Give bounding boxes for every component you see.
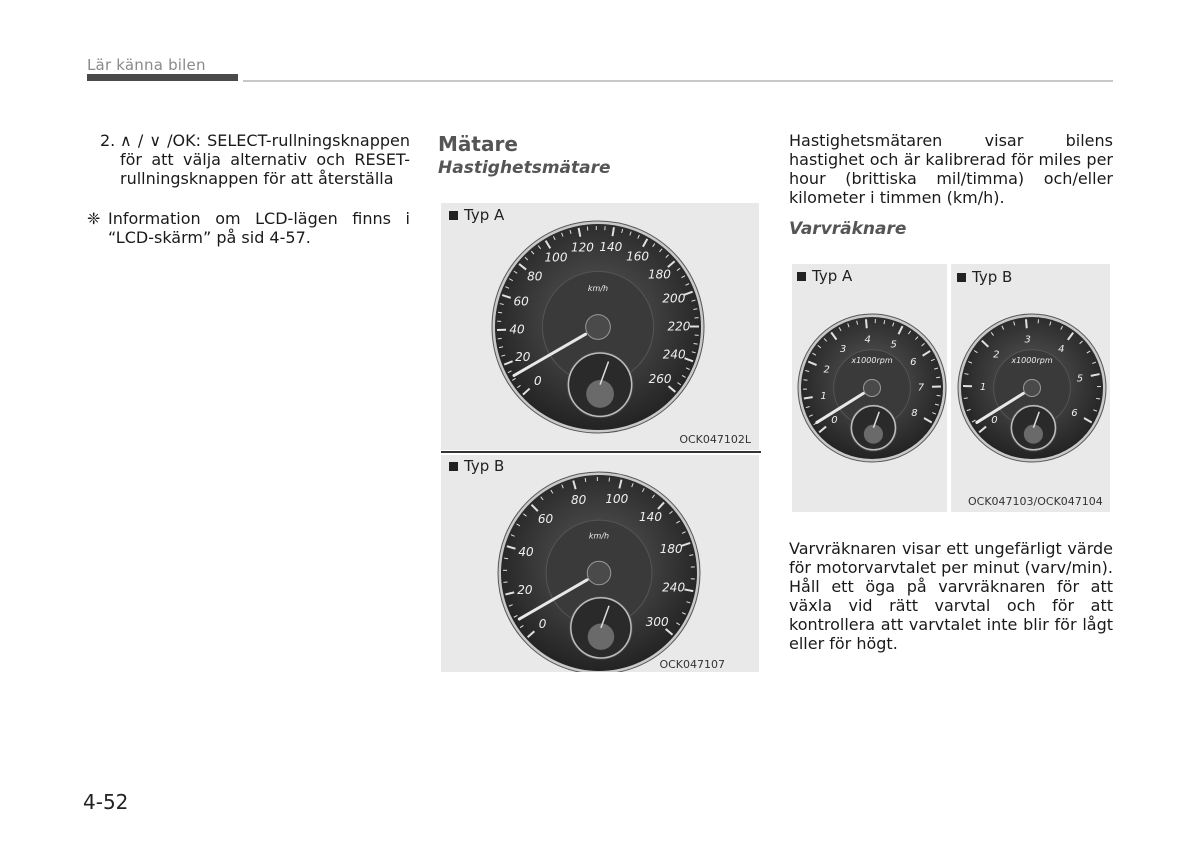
gauge-tick-label: 80 (570, 492, 587, 507)
gauge-tick-label: 1 (820, 390, 827, 402)
list-item-text: ∧ / ∨ /OK: SELECT-rullningsknappen för att välja alternativ och RESET-rullningsknappen för att återställa (120, 131, 410, 188)
panel-divider (441, 451, 761, 453)
gauge-tick-label: 0 (991, 414, 998, 426)
gauge-tick (498, 312, 502, 313)
list-item-2 (100, 131, 410, 188)
gauge-tick-label: 180 (659, 542, 683, 557)
gauge-unit-label: x1000rpm (851, 356, 893, 366)
note-symbol-icon: ❈ (87, 209, 101, 228)
gauge-tick-label: 80 (527, 269, 543, 284)
gauge-tick-label: 160 (626, 249, 650, 264)
note-text: Information om LCD-lägen finns i “LCD-skärm” på sid 4-57. (108, 209, 410, 247)
figure-code-a: OCK047102L (679, 433, 751, 446)
speedometer-b-graphic (441, 455, 759, 672)
gauge-tick-label: 1 (979, 381, 987, 393)
gauge-tick-label: 140 (599, 240, 623, 255)
tachometer-graphic (792, 264, 1110, 512)
speedometer-description: Hastighetsmätaren visar bilens hastighet och är kalibrerad för miles per hour (brittiska mil/timma) och/eller kilometer i timmen (km/h). (789, 131, 1113, 207)
needle-hub (587, 561, 611, 585)
header-rule (243, 80, 1113, 82)
speedometer-panel-a (441, 203, 759, 450)
figure-code-tach: OCK047103/OCK047104 (968, 495, 1103, 508)
subheading-speedometer: Hastighetsmätare (438, 158, 611, 178)
panel-label-b: Typ B (449, 457, 504, 475)
gauge-tick-label: 240 (662, 347, 686, 362)
gauge-tick (866, 319, 867, 328)
gauge-tick-label: 60 (513, 294, 529, 309)
gauge-unit-label: km/h (588, 531, 610, 541)
gauge-tick-label: 260 (648, 372, 672, 387)
gauge-tick-label: 5 (1076, 373, 1084, 385)
left-column (87, 131, 410, 247)
gauge-tick-label: 2 (993, 349, 1000, 361)
gauge-tick (613, 227, 614, 236)
gauge-tick-label: 180 (648, 267, 671, 282)
gauge-tick-label: 3 (1024, 334, 1031, 346)
gauge-tick-label: 4 (1058, 344, 1065, 356)
gauge-tick-label: 4 (864, 334, 871, 346)
needle-hub (863, 379, 880, 396)
gauge-tick (693, 309, 697, 310)
gauge-tick-label: 100 (544, 250, 568, 265)
page-number: 4-52 (83, 790, 129, 814)
needle-hub (1023, 379, 1040, 396)
section-header: Lär känna bilen (87, 56, 206, 74)
needle-hub (586, 315, 611, 340)
gauge-tick-label: 6 (910, 357, 917, 369)
tachometer-panel (792, 264, 1110, 512)
speedometer-a-graphic (441, 203, 759, 450)
gauge-tick-label: 200 (662, 291, 686, 306)
gauge-tick (1026, 319, 1027, 328)
figure-code-b: OCK047107 (659, 658, 725, 671)
gauge-tick (504, 558, 508, 559)
gauge-tick-label: 20 (517, 582, 533, 597)
gauge-tick-label: 40 (518, 544, 534, 559)
tach-label-a: Typ A (797, 267, 852, 285)
gauge-tick-label: 120 (570, 240, 594, 255)
gauge-tick-label: 0 (831, 414, 838, 426)
gauge-tick-label: 3 (839, 343, 847, 355)
tachometer-para-1: Varvräknaren visar ett ungefärligt värde för motorvarvtalet per minut (varv/min). (789, 539, 1113, 577)
gauge-tick-label: 7 (917, 382, 925, 394)
gauge-tick-label: 0 (538, 616, 547, 631)
gauge-tick-label: 6 (1071, 407, 1078, 419)
gauge-tick-label: 40 (509, 322, 525, 337)
gauge-tick-label: 300 (645, 614, 669, 629)
gauge-tick-label: 100 (605, 492, 629, 507)
gauge-tick (1096, 398, 1100, 399)
panel-label-a: Typ A (449, 206, 504, 224)
subheading-tachometer: Varvräknare (789, 219, 907, 239)
gauge-tick (936, 377, 940, 378)
gauge-tick (694, 343, 698, 344)
speedometer-panel-b (441, 455, 759, 672)
section-heading: Mätare (438, 132, 518, 156)
note (87, 209, 410, 247)
gauge-unit-label: km/h (587, 283, 609, 293)
gauge-tick-label: 0 (533, 374, 542, 389)
tach-label-b: Typ B (957, 268, 1012, 286)
tachometer-description (789, 539, 1113, 653)
gauge-tick-label: 60 (537, 511, 554, 526)
gauge-tick-label: 240 (662, 580, 686, 595)
gauge-tick-label: 220 (667, 319, 691, 334)
gauge-tick-label: 8 (911, 407, 918, 419)
gauge-tick-label: 20 (515, 350, 531, 365)
gauge-tick-label: 5 (890, 339, 897, 351)
gauge-tick (964, 398, 968, 399)
gauge-tick-label: 140 (639, 510, 662, 525)
header-bar-accent (87, 74, 238, 81)
gauge-tick (804, 397, 813, 398)
list-number: 2. (100, 131, 116, 150)
tachometer-para-2: Håll ett öga på varvräknaren för att växla vid rätt varvtal och för att kontrollera att varvtalet inte blir för lågt eller för högt. (789, 577, 1113, 653)
gauge-tick (585, 478, 586, 482)
gauge-unit-label: x1000rpm (1011, 356, 1053, 366)
gauge-tick-label: 2 (823, 364, 830, 376)
